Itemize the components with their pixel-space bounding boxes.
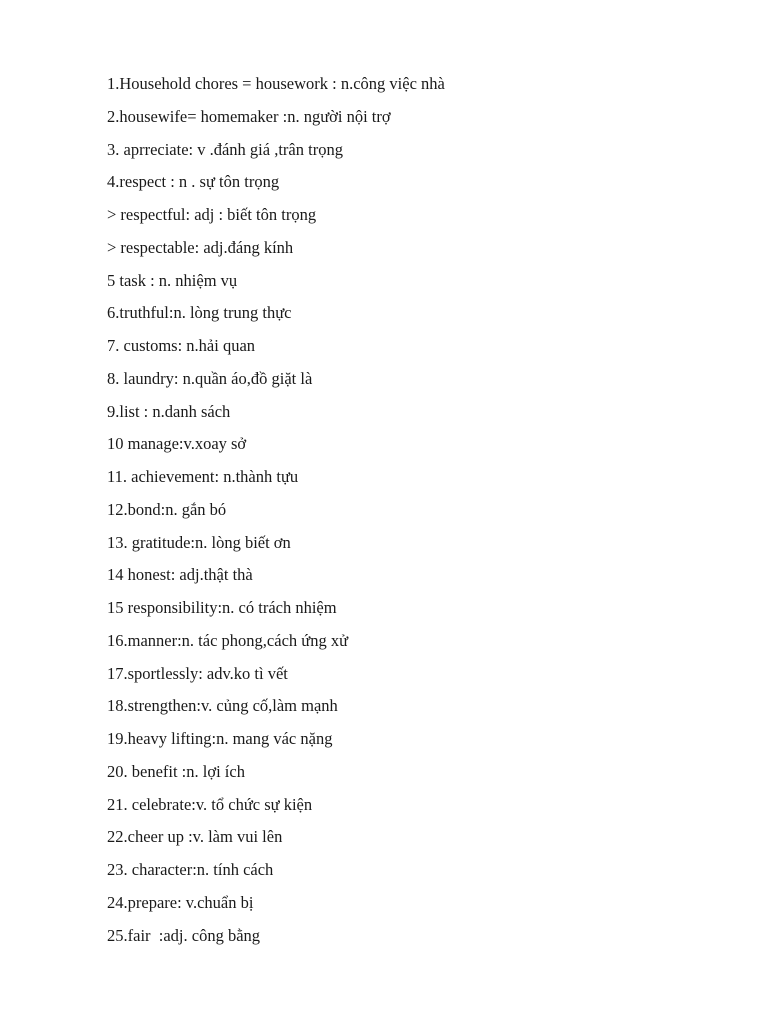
vocab-line: 3. aprreciate: v .đánh giá ,trân trọng bbox=[107, 139, 343, 159]
vocab-line: 9.list : n.danh sách bbox=[107, 401, 231, 421]
vocab-line: 24.prepare: v.chuẩn bị bbox=[107, 892, 254, 912]
vocab-line: 17.sportlessly: adv.ko tì vết bbox=[107, 663, 288, 683]
vocab-line: 5 task : n. nhiệm vụ bbox=[107, 270, 238, 290]
vocab-line: 22.cheer up :v. làm vui lên bbox=[107, 827, 283, 847]
vocab-line: 19.heavy lifting:n. mang vác nặng bbox=[107, 729, 333, 748]
vocab-line: 10 manage:v.xoay sở bbox=[107, 434, 247, 454]
vocab-line: 6.truthful:n. lòng trung thực bbox=[107, 303, 292, 323]
vocabulary-list bbox=[107, 72, 445, 956]
vocab-line: 15 responsibility:n. có trách nhiệm bbox=[107, 598, 337, 617]
vocab-line: 11. achievement: n.thành tựu bbox=[107, 467, 299, 486]
vocab-line: 21. celebrate:v. tổ chức sự kiện bbox=[107, 794, 313, 814]
vocab-line: 2.housewife= homemaker :n. người nội trợ bbox=[107, 106, 391, 126]
vocab-line: 23. character:n. tính cách bbox=[107, 860, 274, 879]
vocab-line: 14 honest: adj.thật thà bbox=[107, 565, 253, 585]
vocab-line: 16.manner:n. tác phong,cách ứng xử bbox=[107, 630, 349, 650]
vocab-line: 13. gratitude:n. lòng biết ơn bbox=[107, 532, 291, 552]
vocab-line: 20. benefit :n. lợi ích bbox=[107, 761, 245, 781]
vocab-line: 1.Household chores = housework : n.công việc nhà bbox=[107, 74, 445, 93]
vocab-line: > respectful: adj : biết tôn trọng bbox=[107, 205, 317, 224]
vocab-line: 25.fair :adj. công bằng bbox=[107, 925, 261, 945]
vocab-line: 7. customs: n.hải quan bbox=[107, 336, 256, 355]
vocab-line: 18.strengthen:v. củng cố,làm mạnh bbox=[107, 696, 338, 716]
vocab-line: 4.respect : n . sự tôn trọng bbox=[107, 172, 280, 192]
vocab-line: 12.bond:n. gắn bó bbox=[107, 499, 227, 519]
vocab-line: 8. laundry: n.quần áo,đồ giặt là bbox=[107, 368, 313, 388]
vocab-line: > respectable: adj.đáng kính bbox=[107, 237, 294, 257]
